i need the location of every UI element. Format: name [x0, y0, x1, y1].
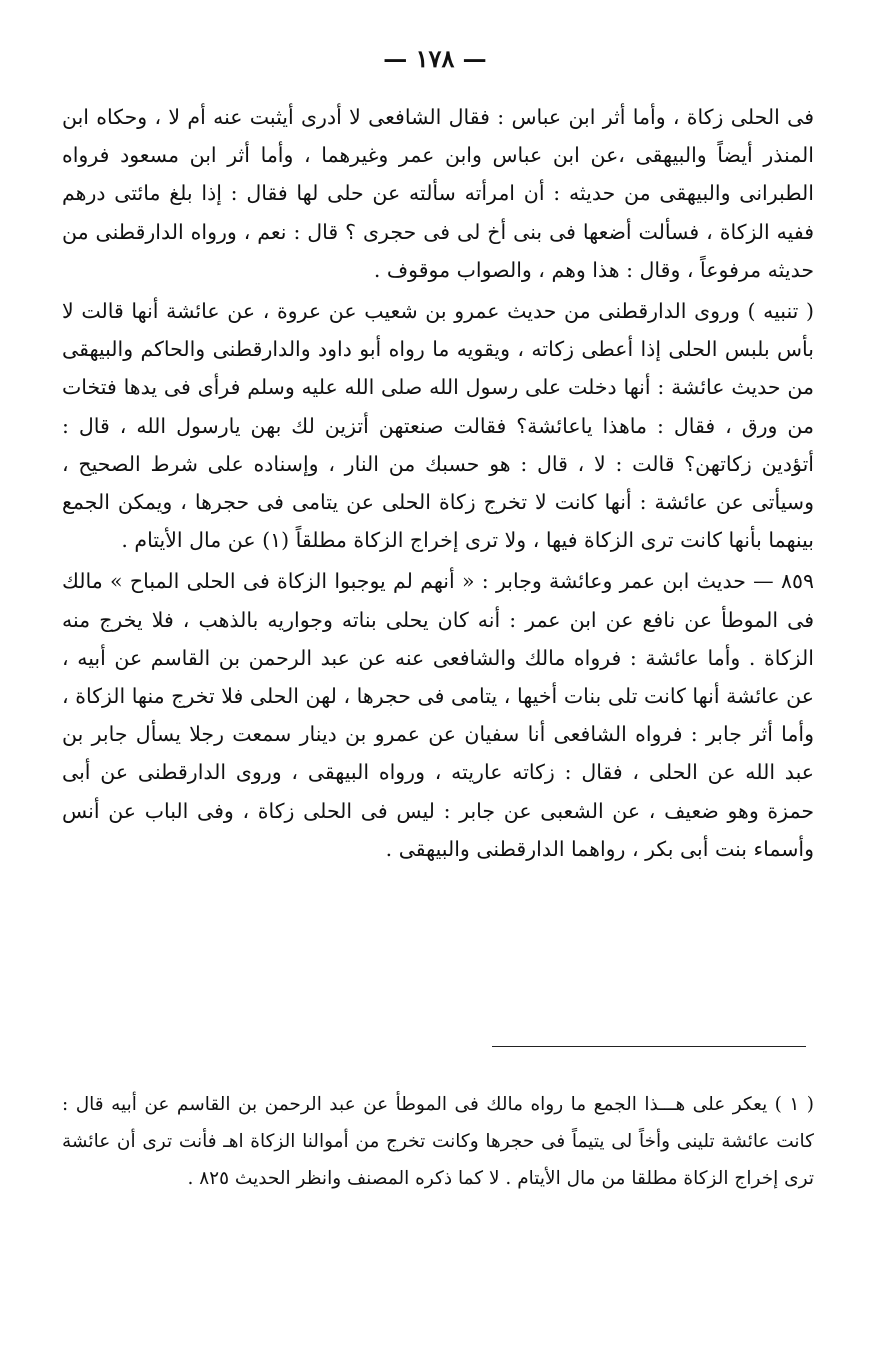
- paragraph-ibn-abbas-athar: فى الحلى زكاة ، وأما أثر ابن عباس : فقال الشافعى لا أدرى أيثبت عنه أم لا ، وحكاه ابن المنذر أيضاً والبيهقى ،عن ابن عباس وابن عمر وغيرهما ، وأما أثر ابن مسعود فرواه الطبرانى والبيهقى من حديثه : أن امرأته سألته عن حلى لها فقال : إذا بلغ مائتى درهم ففيه الزكاة ، فسألت أضعها فى بنى أخ لى فى حجرى ؟ قال : نعم ، ورواه الدارقطنى من حديثه مرفوعاً ، وقال : هذا وهم ، والصواب موقوف .: [62, 105, 814, 282]
- paragraph-tanbih: ( تنبيه ) وروى الدارقطنى من حديث عمرو بن شعيب عن عروة ، عن عائشة أنها قالت لا بأس بلبس الحلى إذا أعطى زكاته ، ويقويه ما رواه أبو داود والدارقطنى والحاكم والبيهقى من حديث عائشة : أنها دخلت على رسول الله صلى الله عليه وسلم فرأى فى يدها فتخات من ورق ، فقال : ماهذا ياعائشة؟ فقالت صنعتهن أتزين لك بهن يارسول الله ، قال : أتؤدين زكاتهن؟ قالت : لا ، قال : هو حسبك من النار ، وإسناده على شرط الصحيح ، وسيأتى عن عائشة : أنها كانت لا تخرج زكاة الحلى عن يتامى فى حجرها ، ويمكن الجمع بينهما بأنها كانت ترى الزكاة فيها ، ولا ترى إخراج الزكاة مطلقاً (١) عن مال الأيتام .: [62, 299, 814, 553]
- page-number: — ١٧٨ —: [383, 44, 487, 73]
- footnote: ( ١ ) يعكر على هـــذا الجمع ما رواه مالك فى الموطأ عن عبد الرحمن بن القاسم عن أبيه قال : كانت عائشة تلينى وأخاً لى يتيماً فى حجرها وكانت تخرج من أموالنا الزكاة اهـ فأنت ترى أن عائشة ترى إخراج الزكاة مطلقا من مال الأيتام . لا كما ذكره المصنف وانظر الحديث ٨٢٥ .: [62, 1094, 814, 1189]
- footnote-separator: [492, 1046, 806, 1047]
- main-text: [62, 98, 814, 868]
- paragraph-hadith-859: ٨٥٩ — حديث ابن عمر وعائشة وجابر : « أنهم لم يوجبوا الزكاة فى الحلى المباح » مالك فى الموطأ عن نافع عن ابن عمر : أنه كان يحلى بناته وجواريه بالذهب ، فلا يخرج منه الزكاة . وأما عائشة : فرواه مالك والشافعى عنه عن عبد الرحمن بن القاسم عن أبيه ، عن عائشة أنها كانت تلى بنات أخيها ، يتامى فى حجرها ، لهن الحلى فلا تخرج منها الزكاة ، وأما أثر جابر : فرواه الشافعى أنا سفيان عن عمرو بن دينار سمعت رجلا يسأل جابر بن عبد الله عن الحلى ، فقال : زكاته عاريته ، ورواه البيهقى ، وروى الدارقطنى عن أبى حمزة وهو ضعيف ، عن الشعبى عن جابر : ليس فى الحلى زكاة ، وفى الباب عن أنس وأسماء بنت أبى بكر ، رواهما الدارقطنى والبيهقى .: [62, 569, 814, 861]
